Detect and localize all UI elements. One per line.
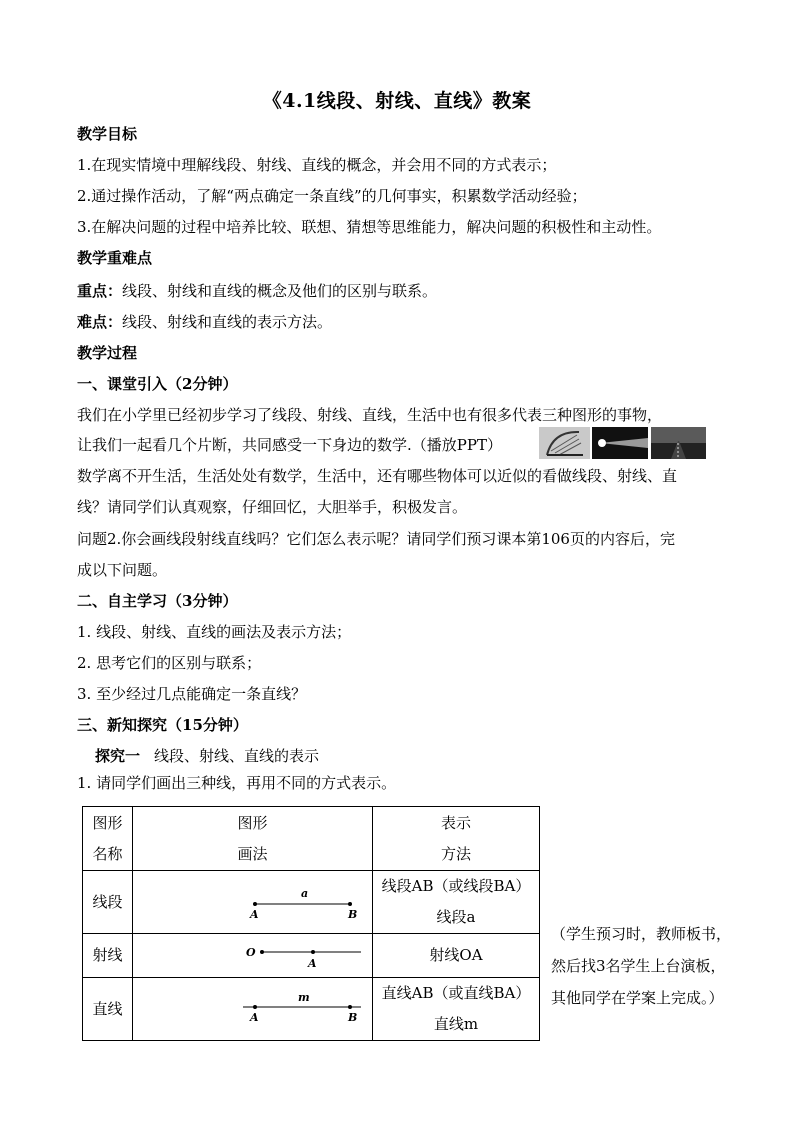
section-1-paragraph-2: 让我们一起看几个片断，共同感受一下身边的数学.（播放PPT） (77, 436, 502, 454)
task-line: 1. 请同学们画出三种线，再用不同的方式表示。 (77, 774, 397, 792)
row-name-segment: 线段 (83, 871, 133, 934)
difficulty-label: 难点： (77, 313, 123, 331)
line-label-point-a: A (250, 1011, 259, 1024)
goals-heading: 教学目标 (77, 125, 138, 143)
header-cell-name: 图形 名称 (83, 807, 133, 871)
segment-representation-1: 线段AB（或线段BA） (381, 877, 531, 895)
page-title: 《4.1线段、射线、直线》教案 (262, 90, 532, 112)
goal-item-3: 3.在解决问题的过程中培养比较、联想、猜想等思维能力，解决问题的积极性和主动性。 (77, 218, 662, 236)
section-1-heading: 一、课堂引入（2分钟） (77, 375, 238, 393)
ray-diagram-cell (133, 934, 373, 978)
focus-line (77, 280, 437, 302)
line-representation-1: 直线AB（或直线BA） (381, 984, 531, 1002)
ray-endpoint-o (260, 950, 264, 954)
segment-representation-2: 线段a (436, 908, 476, 926)
table-row (83, 871, 540, 934)
section-1-paragraph-5: 问题2.你会画线段射线直线吗？它们怎么表示呢？请同学们预习课本第106页的内容后，完 (77, 530, 675, 548)
line-diagram-cell (133, 978, 373, 1041)
line-representation-cell (373, 978, 540, 1041)
ray-diagram (133, 935, 373, 977)
segment-label-a-lower: a (301, 887, 309, 900)
segment-point-a (253, 902, 257, 906)
line-diagram (133, 979, 373, 1039)
ray-representation-cell: 射线OA (373, 934, 540, 978)
segment-representation-cell (373, 871, 540, 934)
focus-text: 线段、射线和直线的概念及他们的区别与联系。 (122, 282, 438, 300)
line-point-a (253, 1005, 257, 1009)
section-2-item-3: 3. 至少经过几点能确定一条直线？ (77, 685, 307, 703)
section-1-paragraph-1: 我们在小学里已经初步学习了线段、射线、直线，生活中也有很多代表三种图形的事物， (77, 406, 663, 424)
difficulty-line (77, 311, 332, 333)
road-photo-thumbnail (651, 427, 706, 459)
explore-label: 探究一 (95, 747, 141, 765)
segment-diagram-cell (133, 871, 373, 934)
lines-table (82, 806, 540, 1041)
goal-item-1: 1.在现实情境中理解线段、射线、直线的概念，并会用不同的方式表示； (77, 156, 557, 174)
section-2-item-1: 1. 线段、射线、直线的画法及表示方法； (77, 623, 352, 641)
focus-label: 重点： (77, 282, 123, 300)
row-name-ray: 射线 (83, 934, 133, 978)
line-label-point-b: B (348, 1011, 358, 1024)
harp-photo-thumbnail (539, 427, 590, 459)
section-1-paragraph-3: 数学离不开生活，生活处处有数学，生活中，还有哪些物体可以近似的看做线段、射线、直 (77, 467, 678, 485)
row-name-line: 直线 (83, 978, 133, 1041)
line-point-b (348, 1005, 352, 1009)
section-3-heading: 三、新知探究（15分钟） (77, 716, 248, 734)
segment-point-b (348, 902, 352, 906)
ray-label-o: O (246, 945, 256, 959)
segment-label-point-b: B (348, 908, 358, 921)
key-heading: 教学重难点 (77, 249, 153, 267)
ray-point-a (311, 950, 315, 954)
explore-text: 线段、射线、直线的表示 (154, 747, 320, 765)
header-cell-representation: 表示 方法 (373, 807, 540, 871)
section-1-paragraph-6: 成以下问题。 (77, 561, 168, 579)
light-beam-photo-thumbnail (592, 427, 648, 459)
table-row (83, 934, 540, 978)
section-2-item-2: 2. 思考它们的区别与联系； (77, 654, 262, 672)
header-cell-drawing: 图形 画法 (133, 807, 373, 871)
ray-label-a: A (308, 956, 317, 970)
segment-diagram (133, 872, 373, 932)
explore-line (95, 745, 319, 767)
difficulty-text: 线段、射线和直线的表示方法。 (122, 313, 333, 331)
segment-label-point-a: A (250, 908, 259, 921)
table-header-row (83, 807, 540, 871)
goal-item-2: 2.通过操作活动，了解“两点确定一条直线”的几何事实，积累数学活动经验； (77, 187, 587, 205)
section-2-heading: 二、自主学习（3分钟） (77, 592, 238, 610)
table-row (83, 978, 540, 1041)
process-heading: 教学过程 (77, 344, 138, 362)
section-1-paragraph-4: 线？请同学们认真观察，仔细回忆，大胆举手，积极发言。 (77, 498, 468, 516)
teacher-side-note: （学生预习时，教师板书，然后找3名学生上台演板，其他同学在学案上完成。） (551, 925, 732, 1007)
line-representation-2: 直线m (433, 1015, 479, 1033)
line-label-m: m (298, 991, 310, 1004)
